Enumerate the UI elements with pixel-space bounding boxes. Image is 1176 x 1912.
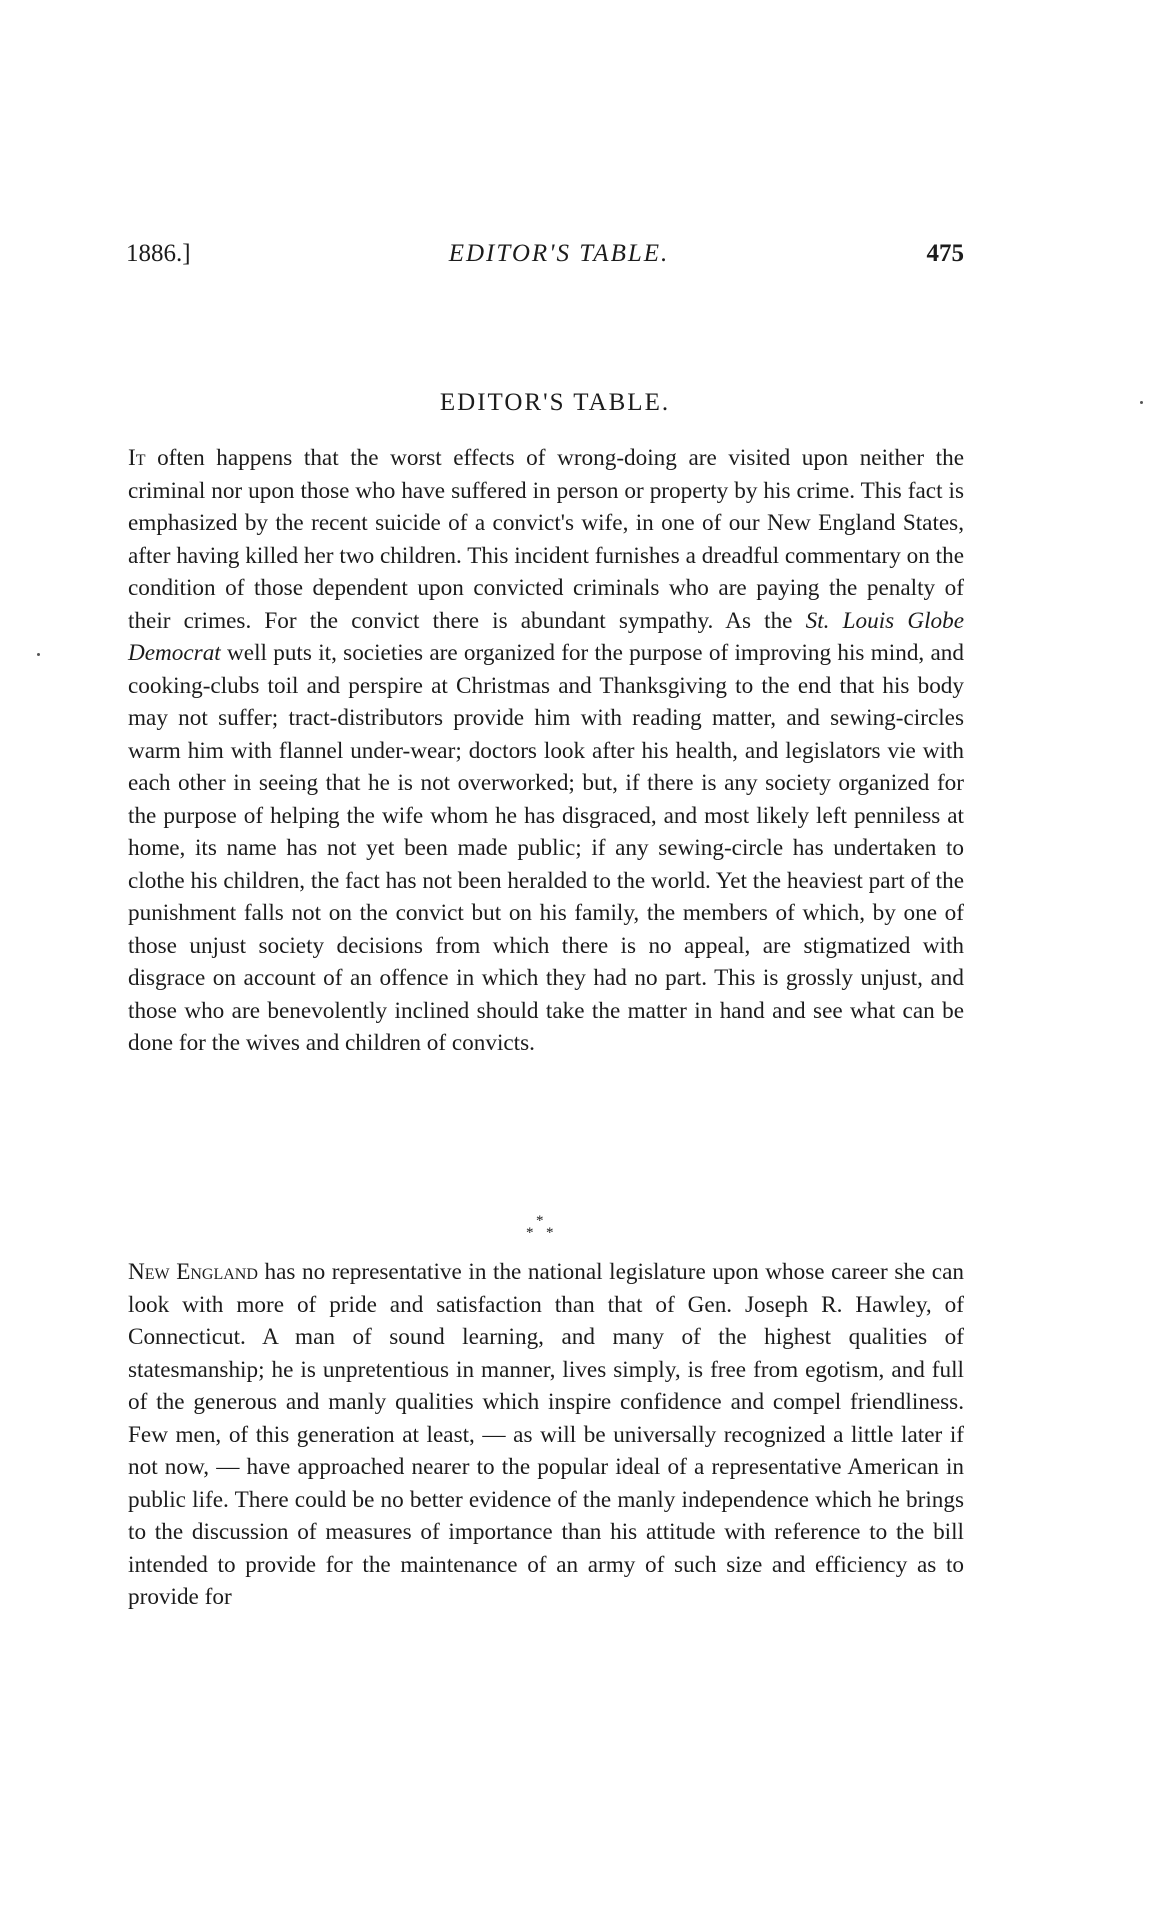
paragraph-2-lead: New England [128, 1259, 258, 1285]
section-title: EDITOR'S TABLE. [439, 389, 671, 416]
running-head [126, 234, 964, 274]
asterism-star: * [546, 1225, 554, 1241]
header-page-number: 475 [926, 240, 964, 267]
paragraph-1 [128, 442, 964, 1060]
paper-speck [1140, 401, 1143, 404]
asterism-star: * [536, 1213, 544, 1229]
paragraph-2-text: has no representative in the national legislature upon whose career she can look with more of pride and satisfaction than that of Gen. Joseph R. Hawley, of Connecticut. A man of sound learning, and many of the highest qualities of statesmanship; he is unpretentious in manner, lives simply, is free from egotism, and full of the generous and manly qualities which inspire confidence and compel friendliness. Few men, of this generation at least, — as will be universally recognized a little later if not now, — have approached nearer to the popular ideal of a representative American in public life. There could be no better evidence of the manly independence which he brings to the discussion of measures of importance than his attitude with reference to the bill intended to provide for the maintenance of an army of such size and efficiency as to provide for [128, 1259, 964, 1610]
asterism-star: * [526, 1225, 534, 1241]
paragraph-1-text-a: often happens that the worst effects of wrong-doing are visited upon neither the criminal nor upon those who have suffered in person or property by his crime. This fact is emphasized by the recent suicide of a convict's wife, in one of our New England States, after having killed her two children. This incident furnishes a dreadful commentary on the condition of those dependent upon convicted criminals who are paying the penalty of their crimes. For the convict there is abundant sympathy. As the [128, 445, 964, 634]
newspaper-title: St. Louis Globe Democrat [128, 607, 964, 666]
paragraph-1-lead: It [128, 445, 146, 471]
paragraph-1-text-b: well puts it, societies are organized for the purpose of improving his mind, and cooking-clubs toil and perspire at Christmas and Thanksgiving to the end that his body may not suffer; tract-distributors provide him with reading matter, and sewing-circles warm him with flannel under-wear; doctors look after his health, and legislators vie with each other in seeing that he is not overworked; but, if there is any society organized for the purpose of helping the wife whom he has disgraced, and most likely left penniless at home, its name has not yet been made public; if any sewing-circle has undertaken to clothe his children, the fact has not been heralded to the world. Yet the heaviest part of the punishment falls not on the convict but on his family, the members of which, by one of those unjust society decisions from which there is no appeal, are stigmatized with disgrace on account of an offence in which they had no part. This is grossly unjust, and those who are benevolently inclined should take the matter in hand and see what can be done for the wives and children of convicts. [128, 640, 964, 1056]
paper-speck [37, 653, 40, 656]
header-running-title: EDITOR'S TABLE. [448, 240, 670, 267]
header-year: 1886.] [126, 240, 191, 267]
asterism-separator [510, 1214, 570, 1246]
paragraph-2 [128, 1256, 964, 1614]
